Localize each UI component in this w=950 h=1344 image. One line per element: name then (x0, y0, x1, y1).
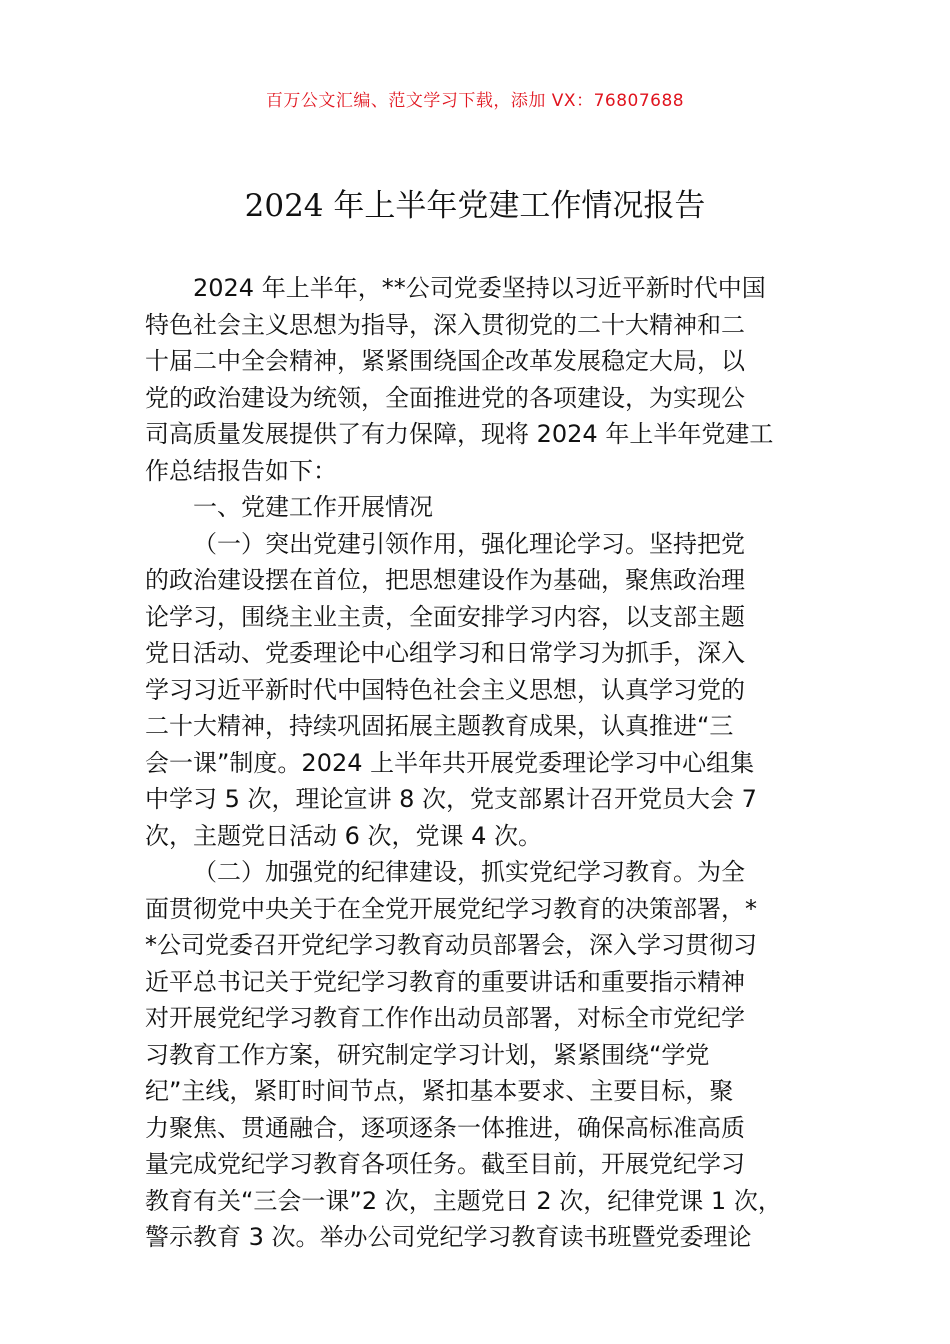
text-line: 近平总书记关于党纪学习教育的重要讲话和重要指示精神 (145, 967, 745, 996)
text-line: 2024 年上半年，**公司党委坚持以习近平新时代中国 (193, 274, 766, 302)
text-line: 论学习，围绕主业主责，全面安排学习内容，以支部主题 (145, 602, 745, 631)
text-line: 教育有关“三会一课”2 次，主题党日 2 次，纪律党课 1 次， (145, 1186, 782, 1215)
text-line: 量完成党纪学习教育各项任务。截至目前，开展党纪学习 (145, 1150, 745, 1178)
text-line: 次，主题党日活动 6 次，党课 4 次。 (145, 821, 543, 850)
text-line: 党日活动、党委理论中心组学习和日常学习为抓手，深入 (145, 639, 745, 667)
text-line: 二十大精神，持续巩固拓展主题教育成果，认真推进“三 (145, 712, 734, 740)
text-line: （一）突出党建引领作用，强化理论学习。坚持把党 (193, 529, 745, 558)
text-line: 警示教育 3 次。举办公司党纪学习教育读书班暨党委理论 (145, 1223, 752, 1251)
text-line: 中学习 5 次，理论宣讲 8 次，党支部累计召开党员大会 7 (145, 785, 757, 813)
text-line: 对开展党纪学习教育工作作出动员部署，对标全市党纪学 (145, 1004, 745, 1032)
text-line: 党的政治建设为统领，全面推进党的各项建设，为实现公 (145, 383, 745, 412)
document-body (145, 270, 835, 1256)
text-line: （二）加强党的纪律建设，抓实党纪学习教育。为全 (193, 858, 745, 886)
text-line: 特色社会主义思想为指导，深入贯彻党的二十大精神和二 (145, 310, 745, 339)
text-line: 力聚焦、贯通融合，逐项逐条一体推进，确保高标准高质 (145, 1113, 745, 1142)
text-line: 纪”主线，紧盯时间节点，紧扣基本要求、主要目标，聚 (145, 1077, 734, 1105)
header-note: 百万公文汇编、范文学习下载，添加 VX：76807688 (265, 91, 685, 111)
text-line: 作总结报告如下： (145, 456, 337, 485)
text-line: 一、党建工作开展情况 (193, 493, 433, 521)
text-line: 司高质量发展提供了有力保障，现将 2024 年上半年党建工 (145, 420, 774, 448)
text-line: 习教育工作方案，研究制定学习计划，紧紧围绕“学党 (145, 1040, 710, 1069)
text-line: 学习习近平新时代中国特色社会主义思想，认真学习党的 (145, 675, 745, 704)
text-line: 面贯彻党中央关于在全党开展党纪学习教育的决策部署，* (145, 894, 757, 923)
document-title: 2024 年上半年党建工作情况报告 (244, 188, 706, 224)
text-line: *公司党委召开党纪学习教育动员部署会，深入学习贯彻习 (145, 931, 757, 959)
text-line: 的政治建设摆在首位，把思想建设作为基础，聚焦政治理 (145, 566, 745, 594)
text-line: 十届二中全会精神，紧紧围绕国企改革发展稳定大局，以 (145, 347, 745, 375)
text-line: 会一课”制度。2024 上半年共开展党委理论学习中心组集 (145, 748, 755, 777)
